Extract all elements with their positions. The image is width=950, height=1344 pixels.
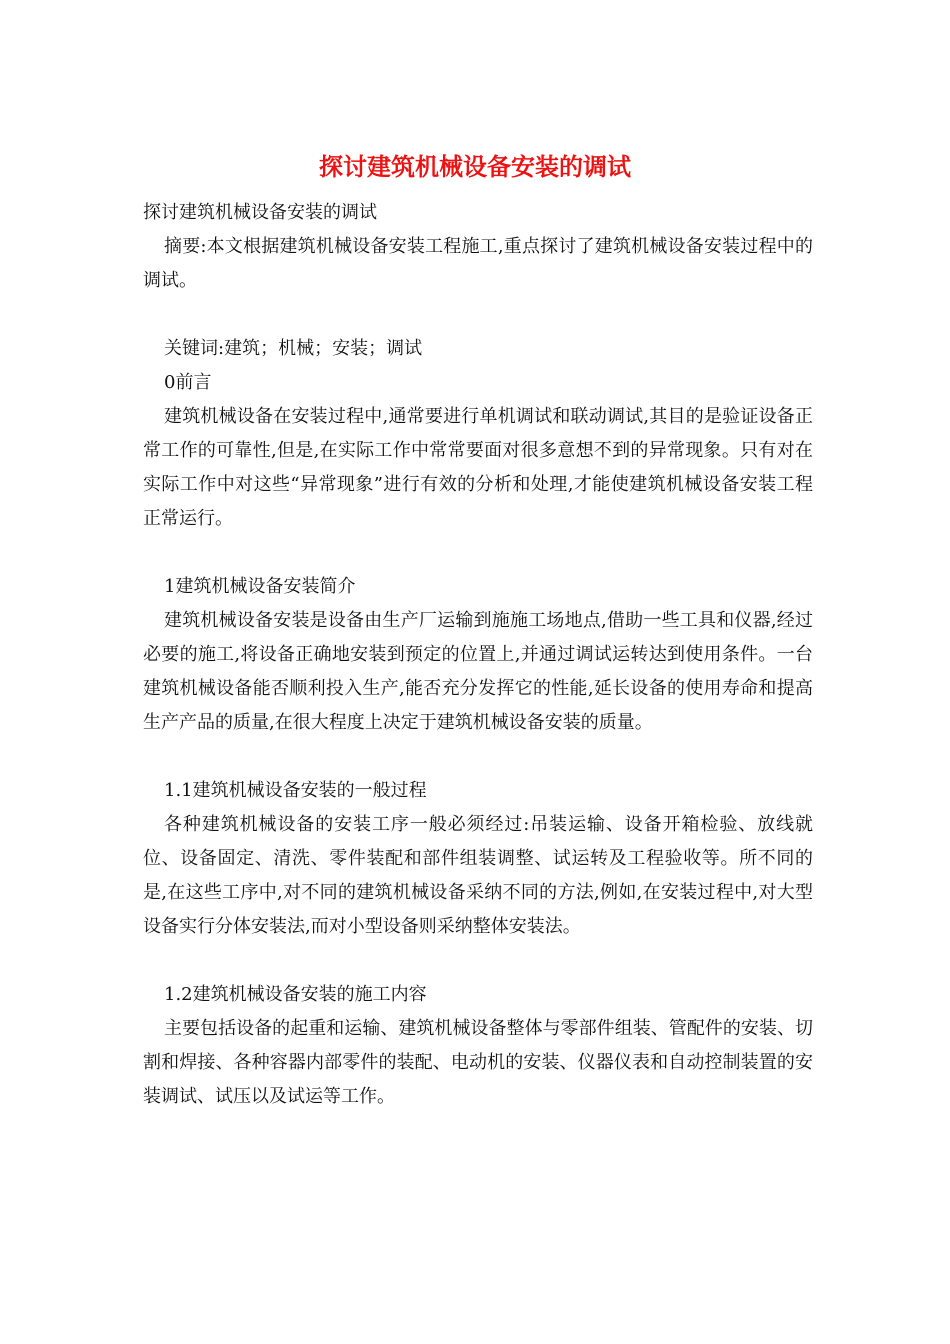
abstract-paragraph: 摘要:本文根据建筑机械设备安装工程施工,重点探讨了建筑机械设备安装过程中的调试。 [143,236,813,291]
paragraph-spacer [143,536,813,570]
section-1-1-paragraph: 各种建筑机械设备的安装工序一般必须经过:吊装运输、设备开箱检验、放线就位、设备固定、清洗、零件装配和部件组装调整、试运转及工程验收等。所不同的是,在这些工序中,对不同的建筑机械设备采纳不同的方法,例如,在安装过程中,对大型设备实行分体安装法,而对小型设备则采纳整体安装法。 [143,814,813,937]
section-0-paragraph: 建筑机械设备在安装过程中,通常要进行单机调试和联动调试,其目的是验证设备正常工作的可靠性,但是,在实际工作中常常要面对很多意想不到的异常现象。只有对在实际工作中对这些“异常现象”进行有效的分析和处理,才能使建筑机械设备安装工程正常运行。 [143,406,813,529]
section-0-heading: 0前言 [164,372,212,393]
document-body [143,196,813,1114]
paragraph-spacer [143,740,813,774]
paragraph-spacer [143,298,813,332]
section-1-2-paragraph: 主要包括设备的起重和运输、建筑机械设备整体与零部件组装、管配件的安装、切割和焊接、各种容器内部零件的装配、电动机的安装、仪器仪表和自动控制装置的安装调试、试压以及试运等工作。 [143,1018,813,1107]
section-1-1-heading: 1.1建筑机械设备安装的一般过程 [164,780,427,801]
paragraph-spacer [143,944,813,978]
section-1-heading: 1建筑机械设备安装简介 [164,576,356,597]
document-subtitle: 探讨建筑机械设备安装的调试 [143,202,377,223]
document-title: 探讨建筑机械设备安装的调试 [319,152,631,181]
keywords-line: 关键词:建筑；机械；安装；调试 [164,338,423,359]
section-1-paragraph: 建筑机械设备安装是设备由生产厂运输到施施工场地点,借助一些工具和仪器,经过必要的施工,将设备正确地安装到预定的位置上,并通过调试运转达到使用条件。一台建筑机械设备能否顺利投入生产,能否充分发挥它的性能,延长设备的使用寿命和提高生产产品的质量,在很大程度上决定于建筑机械设备安装的质量。 [143,610,813,733]
section-1-2-heading: 1.2建筑机械设备安装的施工内容 [164,984,427,1005]
